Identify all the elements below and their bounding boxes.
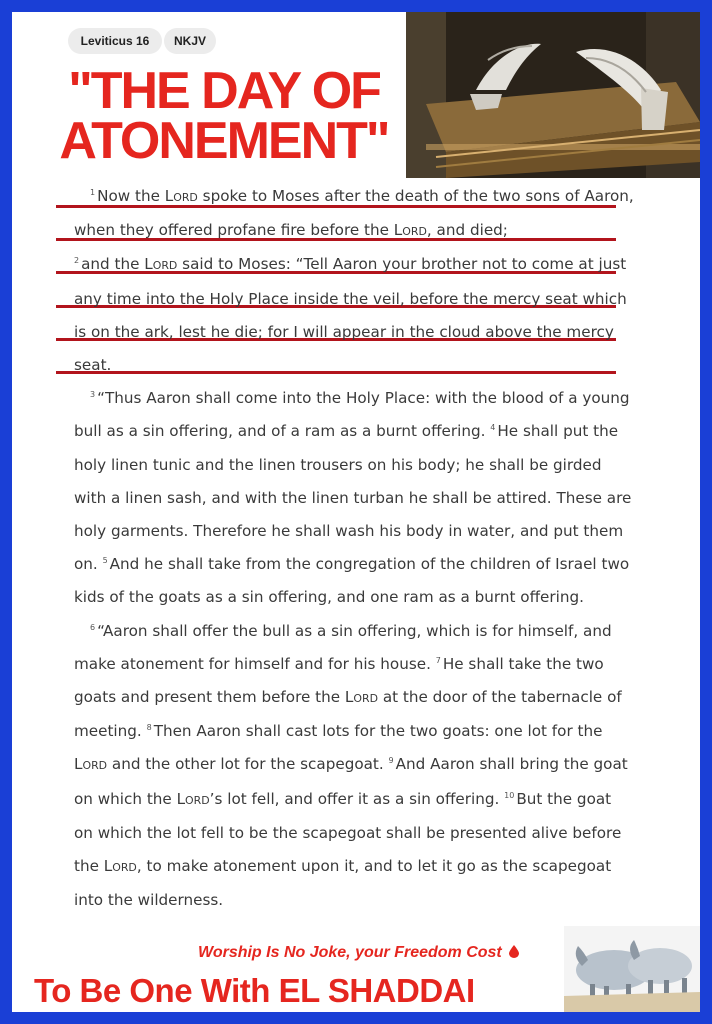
verse-text: Now the L — [97, 187, 174, 205]
verse-text: He shall put the holy linen tunic and the linen trousers on his body; he shall be girded with a linen sash, and with the linen turban he shall be attired. These are holy garments. Therefore he shall wash his body in water, and put them on. — [74, 422, 632, 574]
small-caps-lord: ORD — [402, 225, 427, 239]
scripture-paragraph — [74, 248, 634, 382]
title-line-1: "THE DAY OF — [68, 62, 380, 120]
scripture-paragraph — [74, 615, 634, 918]
verse-number: 5 — [102, 556, 108, 566]
verse-number: 7 — [435, 655, 441, 665]
verse-text: ’s lot fell, and offer it as a sin offering. — [209, 789, 505, 808]
scripture-text — [74, 180, 634, 917]
title-line-2: ATONEMENT" — [59, 112, 389, 170]
verse-text: Then Aaron shall cast lots for the two goats: one lot for the L — [74, 722, 603, 774]
book-reference-pill: Leviticus 16 — [68, 28, 162, 54]
verse-number: 3 — [90, 390, 96, 400]
verse-number: 4 — [490, 423, 496, 433]
verse-text: at the door of the tabernacle of meeting. — [74, 688, 622, 741]
verse-text: “Thus Aaron shall come into the Holy Place: with the blood of a young bull as a sin offering, and of a ram as a burnt offering. — [74, 389, 630, 441]
verse-text: and the other lot for the scapegoat. — [107, 755, 389, 774]
slogan-text — [198, 944, 519, 962]
verse-text: And he shall take from the congregation of the children of Israel two kids of the goats as a sin offering, and one ram as a burnt offering. — [74, 555, 630, 607]
small-caps-lord: ORD — [353, 692, 378, 706]
small-caps-lord: ORD — [152, 259, 178, 273]
footer-banner: To Be One With EL SHADDAI — [34, 972, 475, 1009]
page — [12, 12, 700, 1012]
version-pill: NKJV — [164, 28, 216, 54]
verse-number: 1 — [90, 187, 96, 197]
small-caps-lord: ORD — [173, 191, 198, 204]
ark-of-the-covenant-image — [406, 12, 700, 178]
verse-text: and the L — [81, 255, 153, 274]
verse-text: said to Moses: “Tell Aaron your brother not to come at just any time into the Holy Place inside the veil, before the mercy seat which is on the ark, lest he die; for I will appear in the cloud above the mercy seat. — [74, 255, 627, 375]
verse-text: He shall take the two goats and present them before the L — [74, 654, 604, 707]
verse-text: “Aaron shall offer the bull as a sin offering, which is for himself, and make atonement for himself and for his house. — [74, 621, 612, 673]
verse-text: , to make atonement upon it, and to let it go as the scapegoat into the wilderness. — [74, 857, 612, 910]
small-caps-lord: ORD — [185, 793, 210, 807]
blood-drop-icon — [509, 945, 519, 958]
page-title — [34, 62, 414, 170]
scripture-paragraph — [74, 180, 634, 248]
slogan-label: Worship Is No Joke, your Freedom Cost — [198, 944, 502, 961]
verse-number: 6 — [90, 622, 96, 632]
verse-text: spoke to Moses after the death of the two sons of Aaron, when they offered profane fire before the L — [74, 187, 634, 240]
verse-text: , and died; — [426, 221, 508, 240]
scripture-paragraph — [74, 382, 634, 614]
small-caps-lord: ORD — [82, 759, 108, 773]
verse-number: 9 — [388, 756, 394, 766]
verse-number: 2 — [74, 256, 80, 266]
verse-number: 10 — [504, 790, 515, 800]
small-caps-lord: ORD — [112, 861, 137, 875]
goats-image — [564, 926, 700, 1012]
verse-text: But the goat on which the lot fell to be the scapegoat shall be presented alive before the L — [74, 789, 622, 876]
verse-number: 8 — [146, 723, 152, 733]
verse-text: And Aaron shall bring the goat on which the L — [74, 755, 628, 808]
